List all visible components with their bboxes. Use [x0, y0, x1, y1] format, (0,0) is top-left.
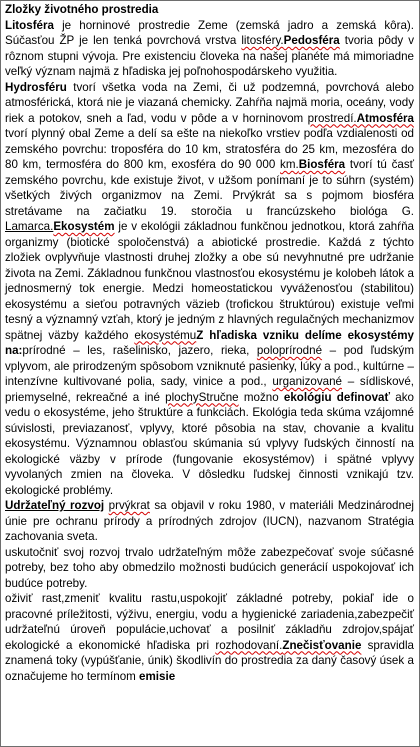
term-hydrosfera: Hydrosféru: [5, 80, 67, 94]
term-biosfera: Biosféra: [298, 158, 346, 171]
term-udrzatelny-rozvoj: Udržateľný rozvoj: [5, 499, 105, 512]
underlined-word: Lamarca.: [5, 220, 54, 233]
paragraph-text: – pod ľudským vplyvom, ale prirodzeným spôsobom vzniknuté pasienky, lúky a pod., kultúrne – intenzívne kultivované polia, sady, vinice a pod.,: [5, 344, 415, 388]
misspelled-word: plochyStručne: [165, 390, 239, 404]
term-ekosystem: Ekosystém: [53, 220, 115, 233]
term-emisie: emisie: [139, 669, 176, 683]
paragraph-text: tvorí tú časť zemského povrchu, kde existuje život, v užšom ponímaní je to súhrn (systém) všetkých živých organizmov na Zemi. Prvýkrát sa s pojmom biosféra stretávame na začiatku 19. storočia u francúzskeho biológa G.: [5, 158, 414, 218]
paragraph-text: tvorí plynný obal Zeme a delí sa ešte na niekoľko vrstiev podľa vzdialenosti od zemského povrchu: troposféra do 10 km, stratosféra do 25 km, mezosféra do 80 km, termosféra do 800 km, exosféra do 90 000: [5, 127, 414, 171]
misspelled-word: prvýkrat: [108, 499, 150, 512]
misspelled-word: prostredí.: [307, 111, 357, 125]
paragraph-litosfera: [5, 18, 414, 80]
term-znecistovanie: Znečisťovanie: [282, 638, 362, 652]
paragraph-text: je horninové prostredie Zeme (zemská jadro a zemská kôra). Súčasťou ŽP je len tenká povrchová vrstva: [5, 18, 414, 47]
misspelled-word: ekosystému: [134, 328, 197, 342]
paragraph-text: sa objavil v roku 1980, v materiáli Medzinárodnej únie pre ochranu prírody a prírodných zdrojov (IUCN), nazvanom Stratégia zachovania sveta.: [5, 499, 414, 543]
paragraph-definicia: [5, 545, 414, 592]
paragraph-text: ako vedu o ekosystéme, jeho štruktúre a funkciách. Ekológia teda skúma vzájomné súvislosti, previazanosť, vplyvy, ktoré pôsobia na stav, chovanie a kvalitu ekosystému. Významnou oblasťou skúmania sú vplyvy ľudských činností na ekologické väzby v prírode (fungovanie ekosystémov) i spätné vplyvy vyvolaných zmien na človeka. V dôsledku ľudskej činnosti vznikajú tzv. ekologické problémy.: [5, 390, 414, 497]
paragraph-hydrosfera: [5, 80, 414, 499]
paragraph-text: uskutočniť svoj rozvoj trvalo udržateľným môže zabezpečovať svoje súčasné potreby, bez toho aby obmedzilo možnosti budúcich generácií uspokojovať ich budúce potreby.: [5, 545, 414, 590]
paragraph-text: – sídliskové, priemyselné, rekreačné a iné: [5, 375, 415, 404]
paragraph-text: spravidla znamená toky (vypúšťanie, únik) škodlivín do prostredia za daný časový úsek a označujeme ho termínom: [5, 638, 414, 683]
misspelled-word: urganizované: [272, 375, 342, 388]
misspelled-word: litosféry.: [241, 34, 284, 47]
misspelled-word: rozhodovaní.: [215, 638, 283, 652]
paragraph-text: tvoria pôdy v rôznom stupni vývoja. Pre existenciu človeka na našej planéte má mimoriadne veľký význam najmä z hľadiska jej poľnohospodárskeho využitia.: [5, 34, 415, 78]
document-title: Zložky životného prostredia: [5, 3, 159, 16]
paragraph-ciele: [5, 591, 414, 684]
misspelled-word: poloprírodné: [256, 344, 323, 357]
paragraph-text: prírodné – les, rašelinisko, jazero, rieka,: [22, 344, 257, 357]
term-ekologia: ekológiu definovať: [283, 390, 391, 404]
paragraph-text: oživiť rast,zmeniť kvalitu rastu,uspokojiť základné potreby, pokiaľ ide o pracovné príležitosti, výživu, energiu, vodu a hygienické zariadenia,zabezpečiť udržateľnú úroveň populácie,uchovať a posilniť základňu zdrojov,spájať ekologické a ekonomické hľadiska pri: [5, 592, 414, 652]
paragraph-text: tvorí všetka voda na Zemi, či už podzemná, povrchová alebo atmosférická, ktorá nie je viazaná chemicky. Zahŕňa najmä moria, oceány, vody riek a potokov, sneh a ľad, vodu v pôde a v horninovom: [5, 80, 414, 125]
paragraph-text: možno: [238, 390, 284, 404]
term-pedosfera: Pedosféra: [283, 34, 340, 47]
term-hladiska-vzniku: Z hľadiska vzniku delíme ekosystémy na:: [5, 328, 414, 357]
term-litosfera: Litosféra: [5, 18, 54, 32]
paragraph-udrzatelny-rozvoj: [5, 498, 414, 545]
term-atmosfera: Atmosféra: [356, 111, 414, 125]
misspelled-word: km.: [280, 158, 299, 171]
paragraph-text: je v ekológii základnou funkčnou jednotkou, ktorá zahŕňa organizmy (biotické spoločenstvá) a abiotické prostredie. Každá z týchto zložiek ovplyvňuje vlastnosti druhej zložky a obe sú nevyhnutné pre udržanie života na Zemi. Základnou funkčnou vlastnosťou ekosystému je kolobeh látok a jednosmerný tok energie. Medzi homeostatickou vyváženosťou (stabilitou) ekosystému a sieťou potravných väzieb (trofickou štruktúrou) existuje veľmi tesný a významný vzťah, ktorý je jedným z hlavných regulačných mechanizmov spätnej väzby každého: [5, 220, 414, 342]
